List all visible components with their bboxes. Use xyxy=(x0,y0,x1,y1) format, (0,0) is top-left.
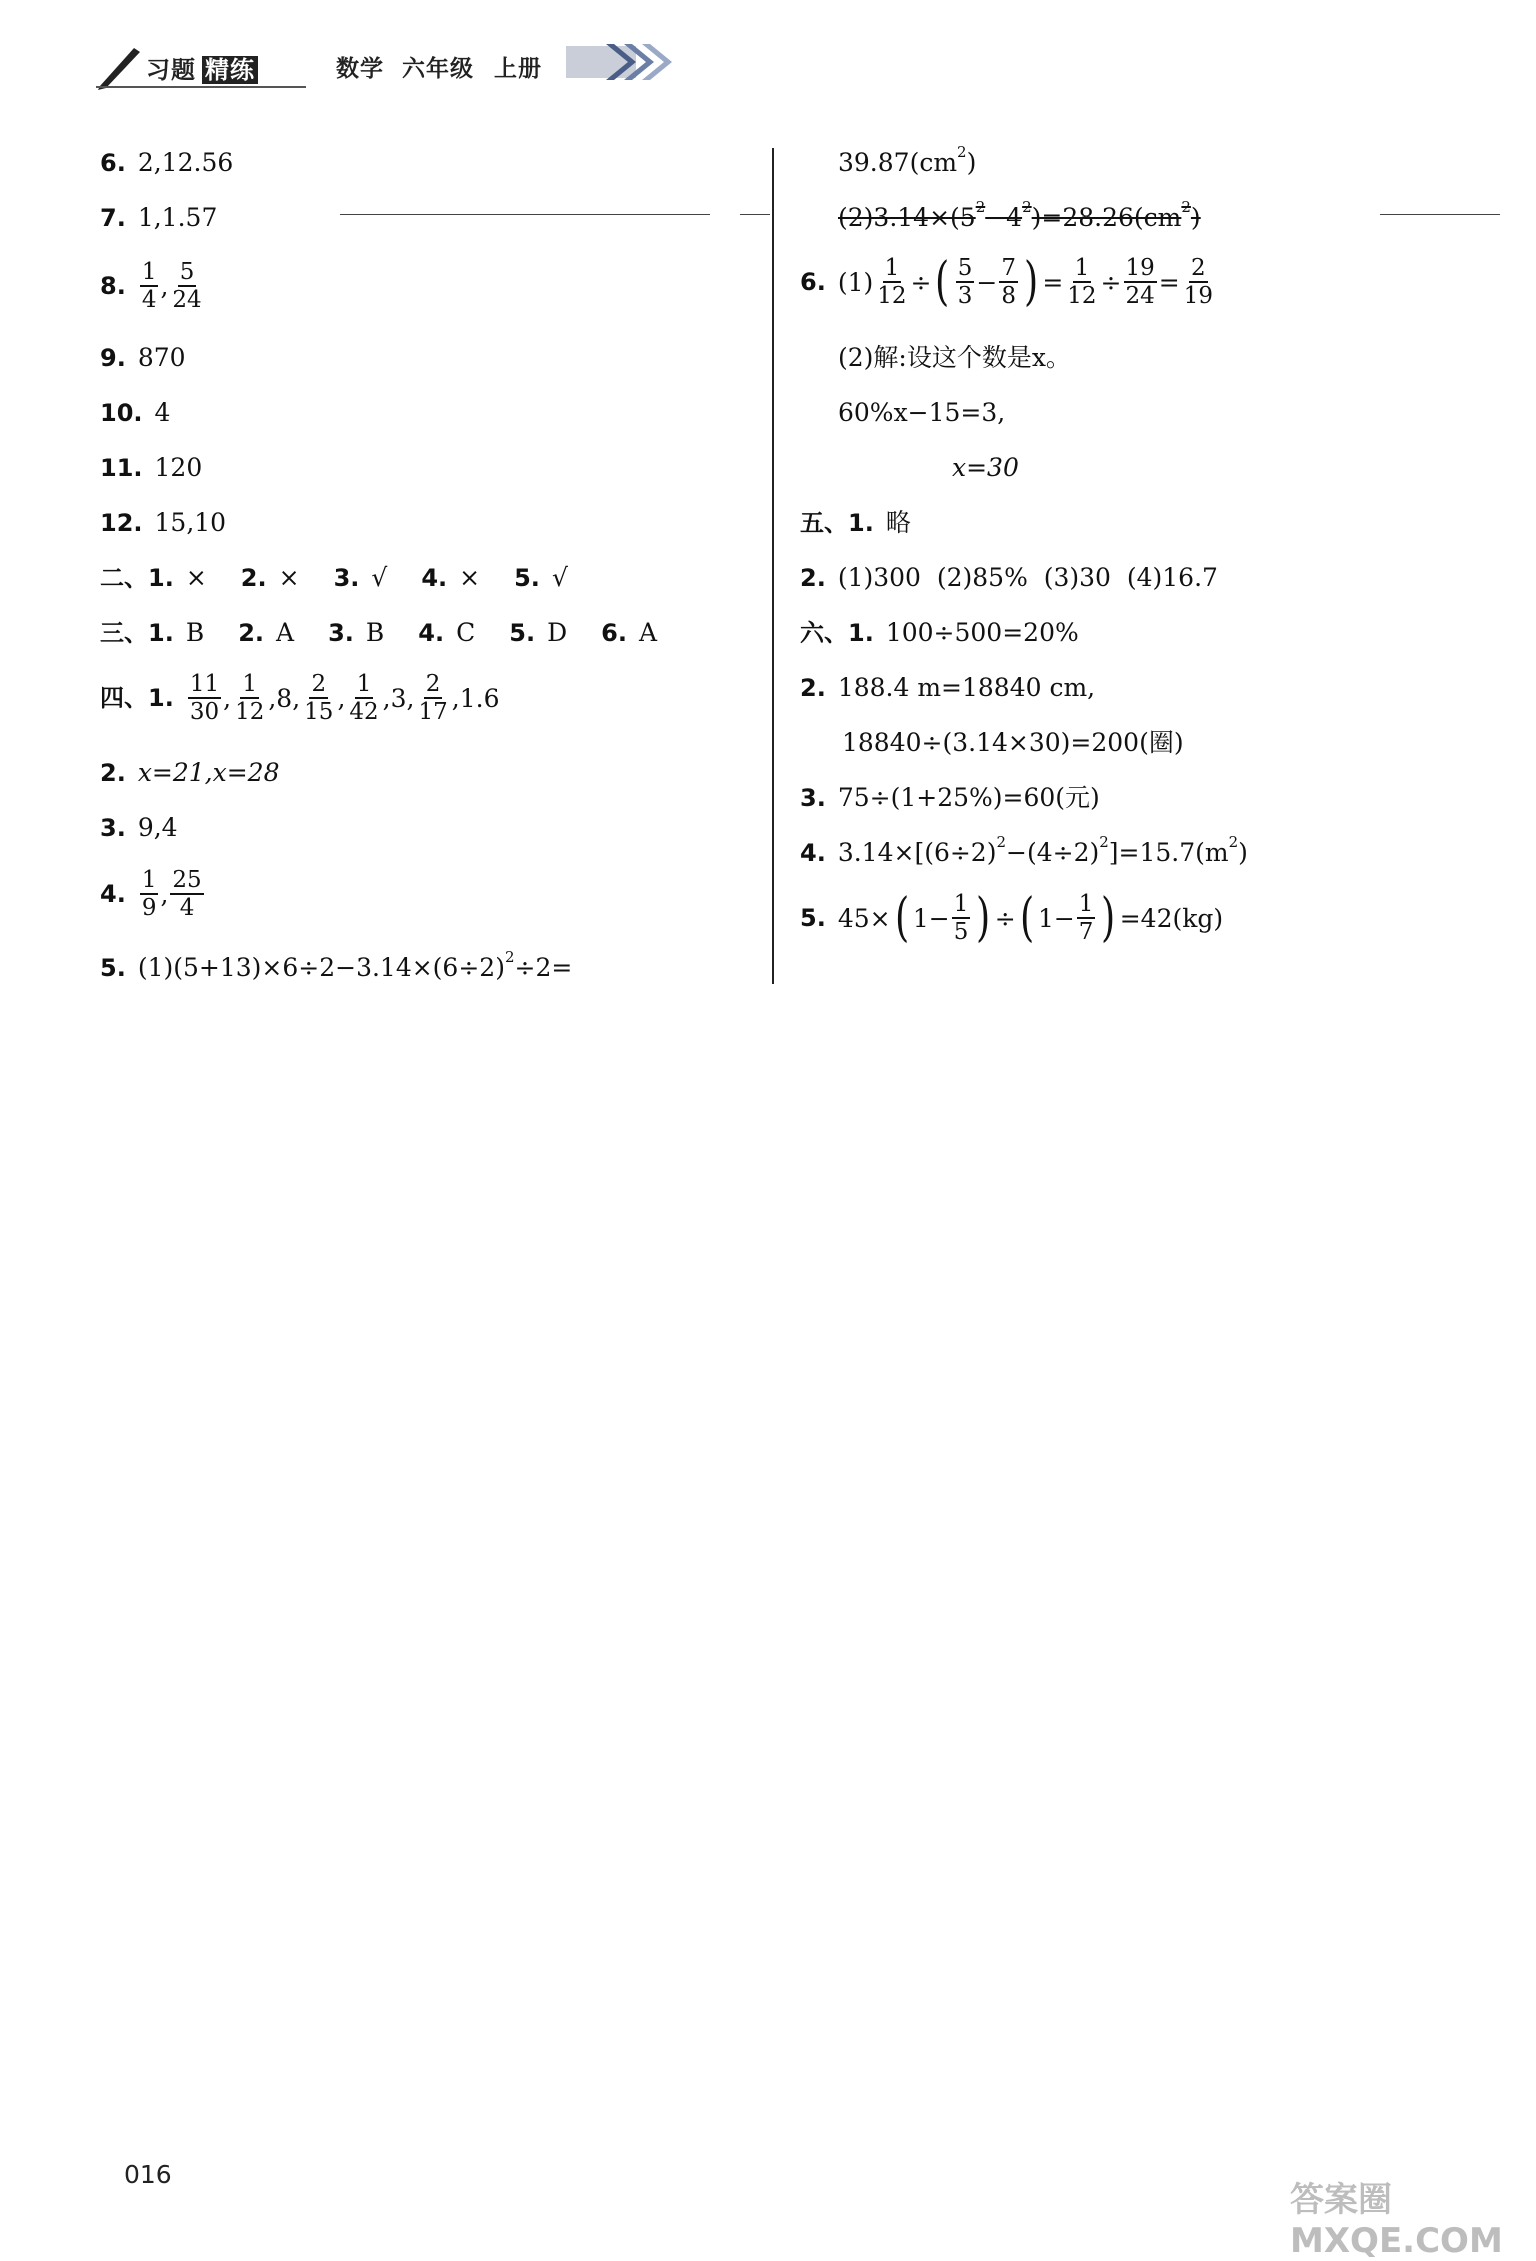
answer-line: 2. (1)300 (2)85% (3)30 (4)16.7 xyxy=(800,563,1218,592)
answer-line: 4. 3.14×[(6÷2) 2 −(4÷2) 2 ]=15.7(m 2 ) xyxy=(800,833,1248,867)
volume-label: 上册 xyxy=(494,56,542,82)
fraction: $\frac{2}{15}$ xyxy=(304,671,334,726)
answer-line: 6. (1) $\frac{1}{12}$ ÷ ( $\frac{5}{3}$ − $\frac{7}{8}$ ) = $\frac{1}{12}$ ÷ $\frac{19}{24}$ = $\frac{2}{19}$ xyxy=(800,252,1214,313)
answer-line: x=30 xyxy=(952,453,1019,482)
fraction: $\frac{1}{5}$ xyxy=(953,891,969,946)
pen-icon xyxy=(96,42,144,90)
column-separator xyxy=(772,148,774,984)
fraction: $\frac{25}{4}$ xyxy=(172,867,202,922)
fraction: $\frac{19}{24}$ xyxy=(1125,255,1155,310)
answer-line: 18840÷(3.14×30)=200(圈) xyxy=(842,728,1184,757)
answer-line: 三、1. B 2. A 3. B 4. C 5. D 6. A xyxy=(100,618,658,647)
fraction: $\frac{11}{30}$ xyxy=(189,671,220,726)
brand-logo: 习题 精练 xyxy=(146,50,258,85)
fraction: $\frac{1}{7}$ xyxy=(1078,891,1094,946)
answer-line: 3. 9,4 xyxy=(100,813,178,842)
answer-line: 5. (1)(5+13)×6÷2−3.14×(6÷2) 2 ÷2= xyxy=(100,948,573,982)
divider-rule xyxy=(340,214,710,215)
answer-line: 5. 45× ( 1− $\frac{1}{5}$ ) ÷ ( 1− $\frac{1}{7}$ ) =42(kg) xyxy=(800,888,1224,949)
fraction: $\frac{7}{8}$ xyxy=(1001,255,1017,310)
answer-line: 11. 120 xyxy=(100,453,203,482)
chevron-arrows-icon xyxy=(566,40,676,84)
answer-line: 12. 15,10 xyxy=(100,508,227,537)
answer-line: 7. 1,1.57 xyxy=(100,203,218,232)
page-number: 016 xyxy=(124,2160,172,2189)
fraction: $\frac{1}{12}$ xyxy=(235,671,265,726)
answer-line: 二、1. × 2. × 3. √ 4. × 5. √ xyxy=(100,563,568,592)
fraction: $\frac{1}{12}$ xyxy=(877,255,907,310)
answer-line: 10. 4 xyxy=(100,398,171,427)
divider-rule xyxy=(740,214,770,215)
answer-line: 四、1. $\frac{11}{30}$ , $\frac{1}{12}$ ,8, $\frac{2}{15}$ , $\frac{1}{42}$ ,3, $\frac{2}{17}$ ,1.6 xyxy=(100,671,500,726)
answer-line: 3. 75÷(1+25%)=60(元) xyxy=(800,783,1100,812)
fraction: $\frac{2}{19}$ xyxy=(1183,255,1214,310)
page-header xyxy=(96,36,696,96)
answer-line: 60%x−15=3, xyxy=(838,398,1006,427)
answer-line: (2)解:设这个数是x。 xyxy=(838,343,1071,372)
fraction: $\frac{2}{17}$ xyxy=(418,671,448,726)
answer-line: 2. 188.4 m=18840 cm, xyxy=(800,673,1096,702)
answer-line: 2. x=21,x=28 xyxy=(100,758,280,787)
fraction: $\frac{1}{4}$ xyxy=(141,259,157,314)
answer-line: 39.87(cm 2 ) xyxy=(838,143,977,177)
answer-line: 9. 870 xyxy=(100,343,186,372)
grade-label: 六年级 xyxy=(402,56,474,82)
answer-line: 五、1. 略 xyxy=(800,508,911,537)
answer-line: (2)3.14×(5 2 −4 2 )=28.26(cm 2 ) xyxy=(838,198,1201,232)
fraction: $\frac{1}{42}$ xyxy=(349,671,379,726)
fraction: $\frac{1}{9}$ xyxy=(141,867,157,922)
subject-label: 数学 xyxy=(336,56,384,82)
fraction: $\frac{1}{12}$ xyxy=(1067,255,1097,310)
fraction: $\frac{5}{3}$ xyxy=(957,255,973,310)
divider-rule xyxy=(1380,214,1500,215)
watermark: 答案圈 MXQE.COM xyxy=(1290,2180,1503,2261)
answer-line: 6. 2,12.56 xyxy=(100,148,234,177)
fraction: $\frac{5}{24}$ xyxy=(172,259,202,314)
answer-line: 六、1. 100÷500=20% xyxy=(800,618,1079,647)
header-rule xyxy=(96,86,306,88)
answer-line: 8. $\frac{1}{4}$ , $\frac{5}{24}$ xyxy=(100,259,202,314)
answer-line: 4. $\frac{1}{9}$ , $\frac{25}{4}$ xyxy=(100,867,202,922)
